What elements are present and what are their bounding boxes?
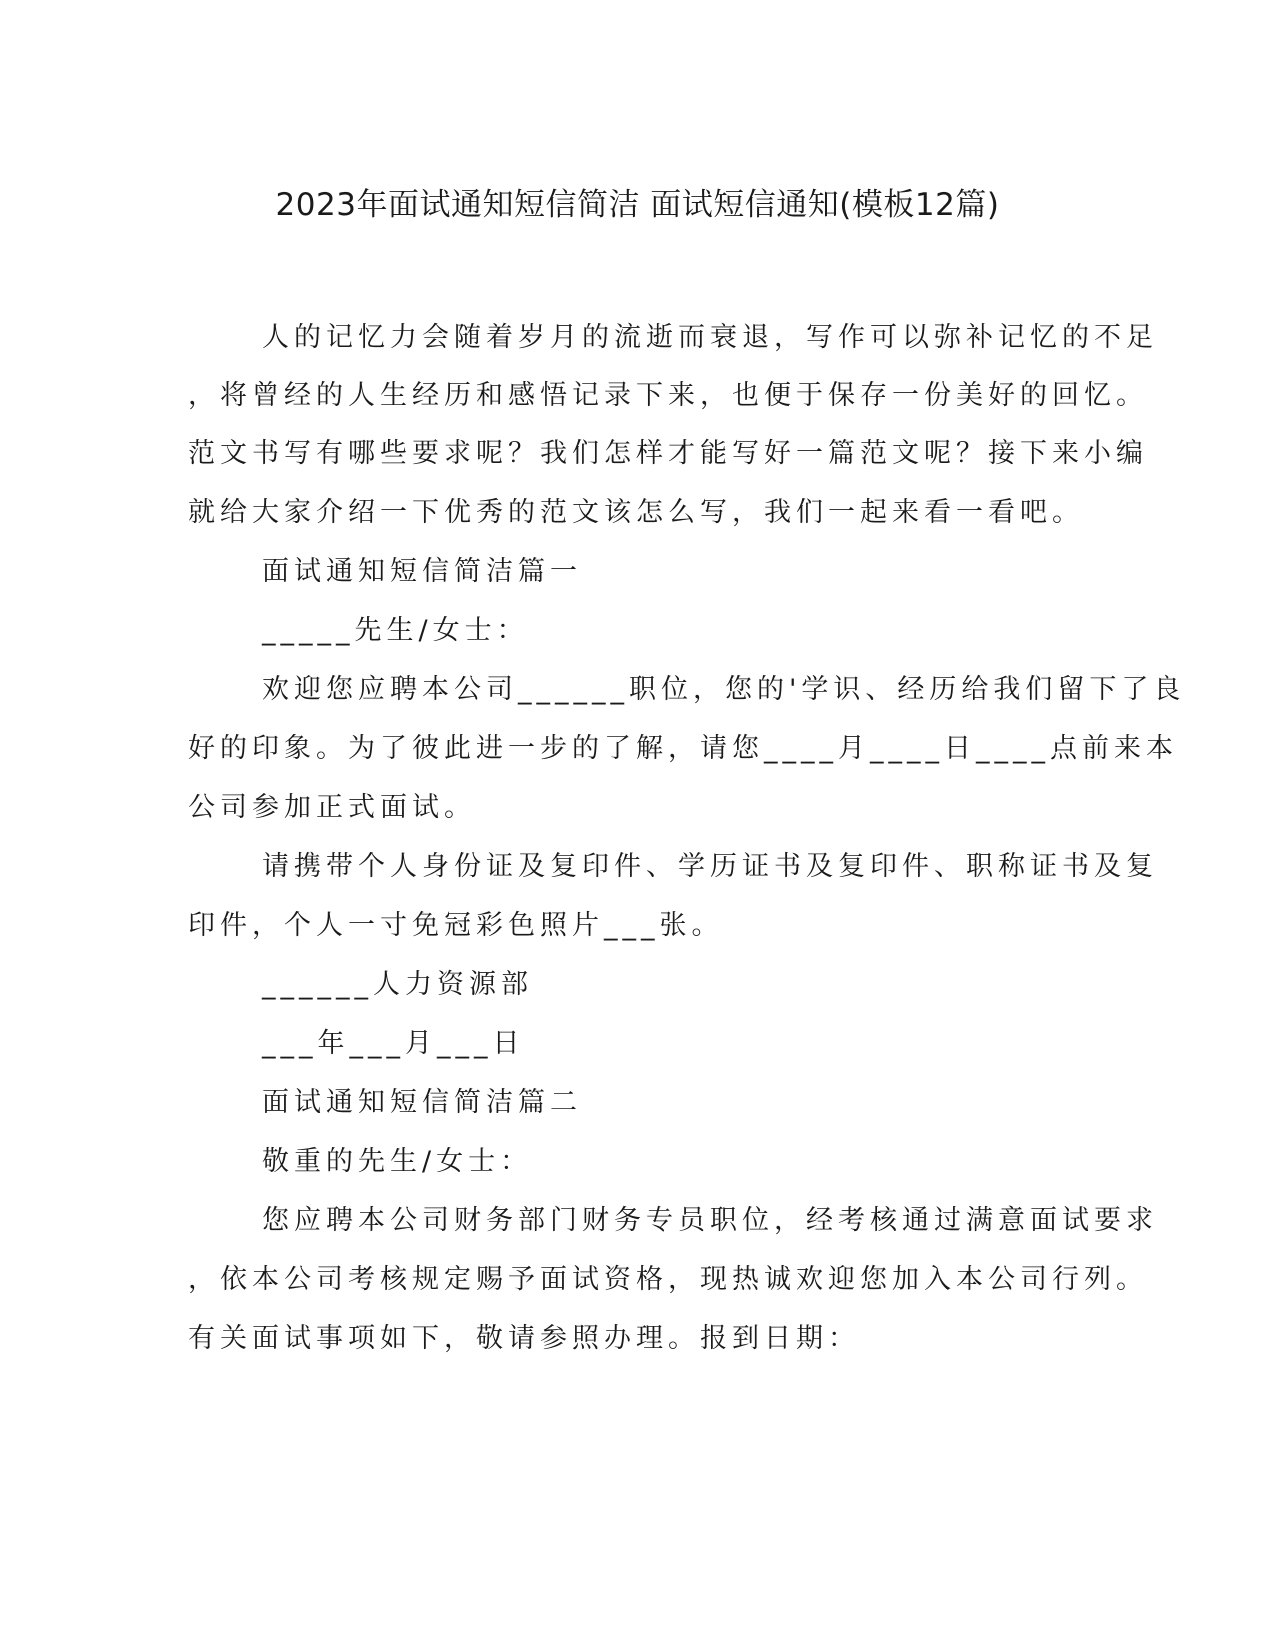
paragraph-line: 公司参加正式面试。 [188,792,476,823]
paragraph-line: 人的记忆力会随着岁月的流逝而衰退，写作可以弥补记忆的不足 [262,322,1158,353]
signature-department: ______人力资源部 [262,969,533,1000]
section-heading: 面试通知短信简洁篇一 [262,556,582,587]
salutation: 敬重的先生/女士： [262,1146,533,1177]
paragraph-line: 范文书写有哪些要求呢？我们怎样才能写好一篇范文呢？接下来小编 [188,438,1148,469]
signature-date: ___年___月___日 [262,1028,525,1059]
paragraph-line: 请携带个人身份证及复印件、学历证书及复印件、职称证书及复 [262,851,1158,882]
paragraph-line: 就给大家介绍一下优秀的范文该怎么写，我们一起来看一看吧。 [188,497,1084,528]
document-title: 2023年面试通知短信简洁 面试短信通知(模板12篇) [275,187,1000,223]
section-heading: 面试通知短信简洁篇二 [262,1087,582,1118]
paragraph-line: 印件，个人一寸免冠彩色照片___张。 [188,910,724,941]
paragraph-line: 有关面试事项如下，敬请参照办理。报到日期： [188,1323,860,1354]
paragraph-line: 欢迎您应聘本公司______职位，您的'学识、经历给我们留下了良 [262,674,1186,705]
salutation: _____先生/女士： [262,615,529,646]
paragraph-line: 您应聘本公司财务部门财务专员职位，经考核通过满意面试要求 [262,1205,1158,1236]
paragraph-line: ，将曾经的人生经历和感悟记录下来，也便于保存一份美好的回忆。 [188,380,1148,411]
paragraph-line: ，依本公司考核规定赐予面试资格，现热诚欢迎您加入本公司行列。 [188,1264,1148,1295]
paragraph-line: 好的印象。为了彼此进一步的了解，请您____月____日____点前来本 [188,733,1178,764]
